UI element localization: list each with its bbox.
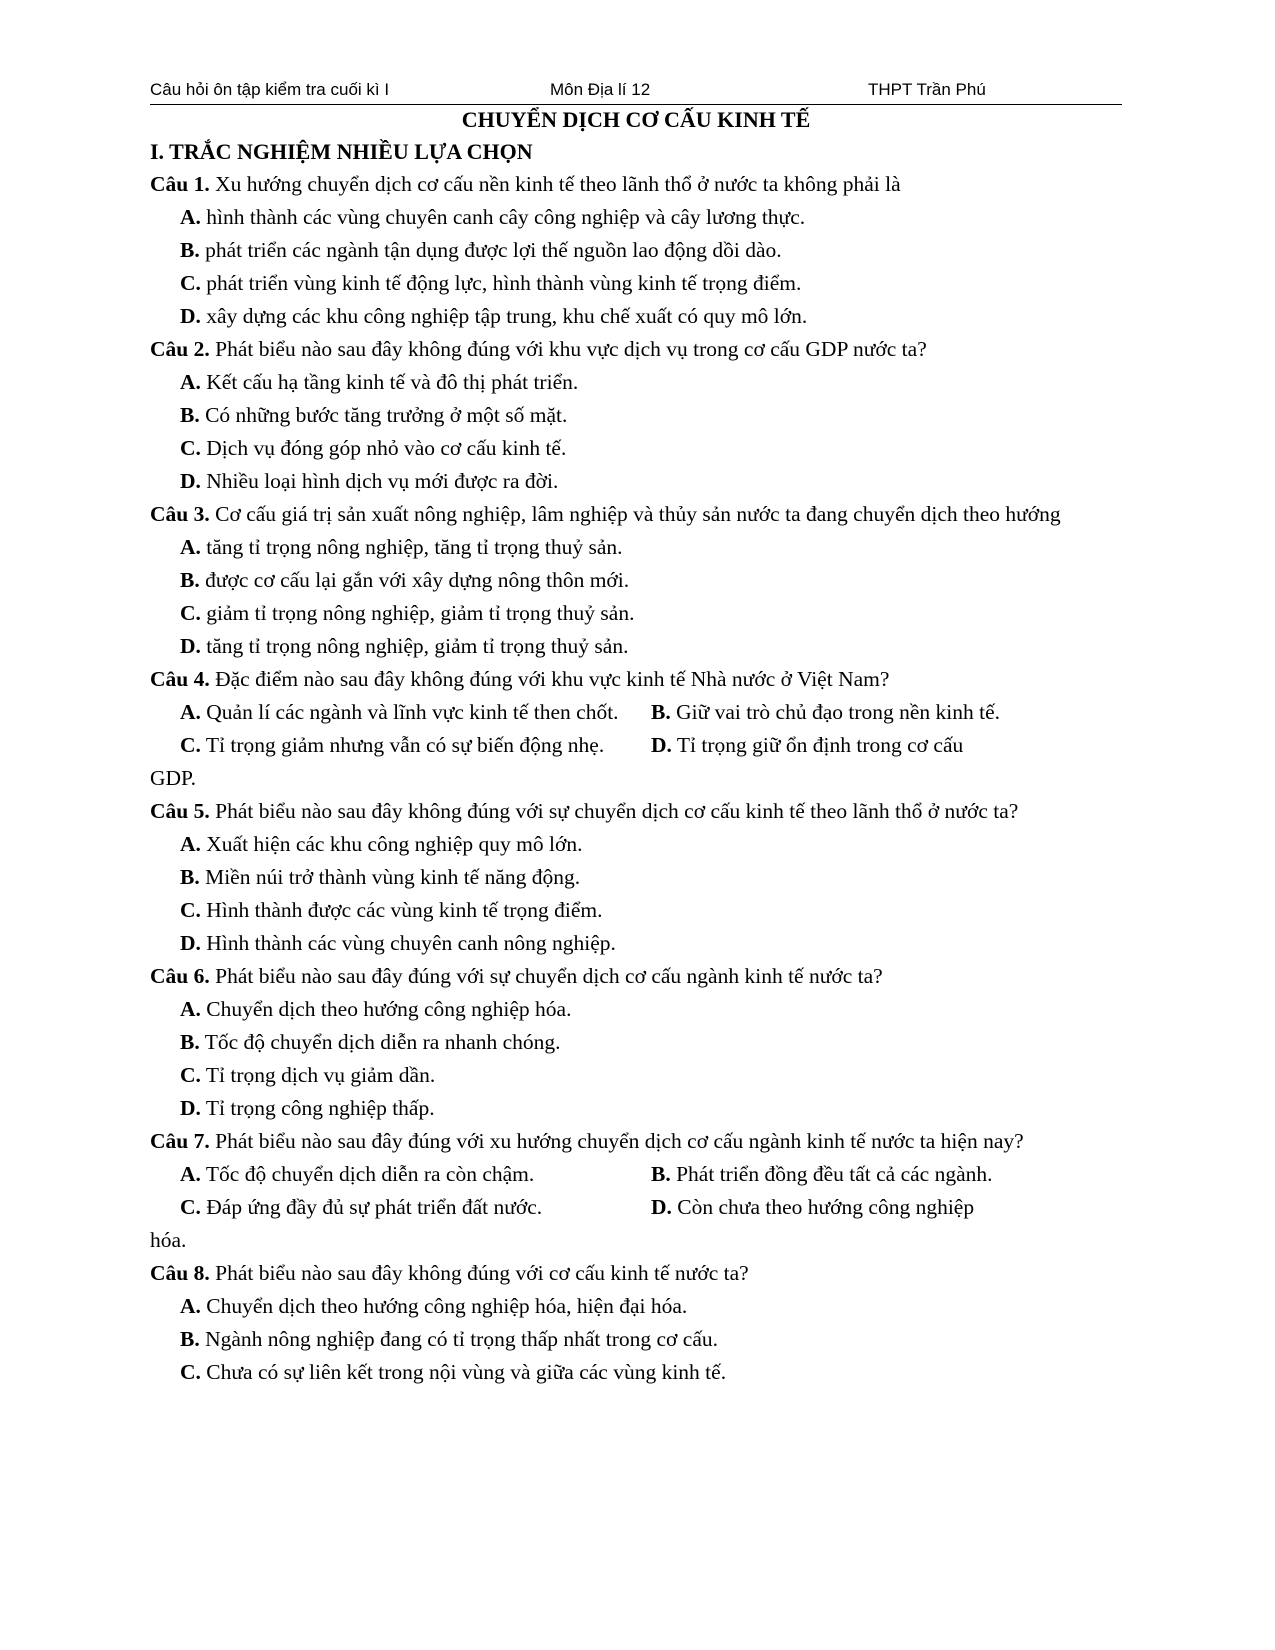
option-key: A. [180,1294,201,1318]
option-text: được cơ cấu lại gắn với xây dựng nông thôn mới. [205,568,630,592]
option [651,1158,1122,1191]
header-subject: Môn Địa lí 12 [550,80,651,99]
question-text: Xu hướng chuyển dịch cơ cấu nền kinh tế theo lãnh thổ ở nước ta không phải là [215,172,901,196]
option [150,399,1122,432]
question [150,795,1122,828]
option-text: Chuyển dịch theo hướng công nghiệp hóa, hiện đại hóa. [206,1294,688,1318]
question-text: Phát biểu nào sau đây đúng với sự chuyển dịch cơ cấu ngành kinh tế nước ta? [215,964,883,988]
question-number: Câu 1. [150,172,210,196]
option-text: xây dựng các khu công nghiệp tập trung, khu chế xuất có quy mô lớn. [206,304,808,328]
option [150,432,1122,465]
option-key: C. [180,601,201,625]
option-key: C. [180,436,201,460]
option-key: C. [180,1063,201,1087]
option-row [150,1191,1122,1224]
option-key: D. [180,634,201,658]
question-number: Câu 3. [150,502,210,526]
option-key: B. [180,568,200,592]
question-text: Phát biểu nào sau đây không đúng với khu vực dịch vụ trong cơ cấu GDP nước ta? [215,337,927,361]
option-key: C. [180,733,201,757]
option [150,1356,1122,1389]
option-continuation: hóa. [150,1228,187,1252]
option-text: Chuyển dịch theo hướng công nghiệp hóa. [206,997,572,1021]
option [150,927,1122,960]
option-text: Phát triển đồng đều tất cả các ngành. [676,1162,993,1186]
option-text: Tốc độ chuyển dịch diễn ra còn chậm. [205,1162,535,1186]
option-text: Kết cấu hạ tầng kinh tế và đô thị phát triển. [206,370,579,394]
header-school: THPT Trần Phú [868,80,986,99]
option-key: D. [651,733,672,757]
option [150,366,1122,399]
option-key: A. [180,700,201,724]
option [150,564,1122,597]
question [150,168,1122,201]
option [150,1323,1122,1356]
option [150,828,1122,861]
question-text: Phát biểu nào sau đây không đúng với cơ cấu kinh tế nước ta? [215,1261,749,1285]
option-text: Xuất hiện các khu công nghiệp quy mô lớn. [206,832,583,856]
option-key: A. [180,370,201,394]
document-title: CHUYỂN DỊCH CƠ CẤU KINH TẾ [461,107,811,132]
question-text: Cơ cấu giá trị sản xuất nông nghiệp, lâm nghiệp và thủy sản nước ta đang chuyển dịch theo hướng [215,502,1061,526]
question [150,498,1122,531]
option-text: Hình thành được các vùng kinh tế trọng điểm. [206,898,603,922]
header-left: Câu hỏi ôn tập kiểm tra cuối kì I [150,80,390,99]
option-key: C. [180,1360,201,1384]
option-row [150,729,1122,762]
option-key: A. [180,205,201,229]
question-text: Phát biểu nào sau đây không đúng với sự chuyển dịch cơ cấu kinh tế theo lãnh thổ ở nước ta? [215,799,1019,823]
option-text: giảm tỉ trọng nông nghiệp, giảm tỉ trọng thuỷ sản. [206,601,635,625]
option [150,597,1122,630]
option-text: Có những bước tăng trưởng ở một số mặt. [205,403,568,427]
option-key: B. [180,1030,200,1054]
option-text: Dịch vụ đóng góp nhỏ vào cơ cấu kinh tế. [206,436,567,460]
question [150,663,1122,696]
option-text: Ngành nông nghiệp đang có tỉ trọng thấp nhất trong cơ cấu. [205,1327,719,1351]
option-key: A. [180,1162,201,1186]
option [150,234,1122,267]
option [150,894,1122,927]
option-text: phát triển các ngành tận dụng được lợi thế nguồn lao động dồi dào. [205,238,782,262]
option-key: B. [180,1327,200,1351]
option-text: Tỉ trọng dịch vụ giảm dần. [205,1063,436,1087]
option [180,729,651,762]
option [180,1191,651,1224]
option-text: Tỉ trọng công nghiệp thấp. [205,1096,435,1120]
section-heading: I. TRẮC NGHIỆM NHIỀU LỰA CHỌN [150,139,533,164]
option [150,531,1122,564]
option-key: B. [651,1162,671,1186]
page-header [150,78,1122,105]
option [150,300,1122,333]
option-text: Đáp ứng đầy đủ sự phát triển đất nước. [206,1195,543,1219]
option [150,267,1122,300]
option-row [150,696,1122,729]
option-key: C. [180,898,201,922]
option-key: B. [651,700,671,724]
option-key: A. [180,997,201,1021]
option-text: Tốc độ chuyển dịch diễn ra nhanh chóng. [204,1030,561,1054]
question-number: Câu 5. [150,799,210,823]
option-text: Hình thành các vùng chuyên canh nông nghiệp. [206,931,616,955]
question-number: Câu 6. [150,964,210,988]
option-key: D. [180,1096,201,1120]
option [150,1059,1122,1092]
question-number: Câu 7. [150,1129,210,1153]
question-number: Câu 8. [150,1261,210,1285]
option-key: B. [180,238,200,262]
option-row [150,1158,1122,1191]
question [150,333,1122,366]
option [150,1026,1122,1059]
option [651,696,1122,729]
question-list [150,168,1122,1389]
question-text: Phát biểu nào sau đây đúng với xu hướng chuyển dịch cơ cấu ngành kinh tế nước ta hiện nay? [215,1129,1024,1153]
option-text: tăng tỉ trọng nông nghiệp, giảm tỉ trọng thuỷ sản. [206,634,629,658]
option-text: Giữ vai trò chủ đạo trong nền kinh tế. [676,700,1001,724]
question [150,1257,1122,1290]
option-key: C. [180,271,201,295]
option [150,993,1122,1026]
option [150,465,1122,498]
option-text: Quản lí các ngành và lĩnh vực kinh tế then chốt. [206,700,619,724]
question [150,1125,1122,1158]
option-text: Miền núi trở thành vùng kinh tế năng động. [205,865,581,889]
question-number: Câu 4. [150,667,210,691]
option-key: B. [180,865,200,889]
option-key: A. [180,832,201,856]
option [651,1191,1122,1224]
option-text: tăng tỉ trọng nông nghiệp, tăng tỉ trọng thuỷ sản. [206,535,623,559]
option [180,696,651,729]
option-key: D. [180,304,201,328]
option-text: Tỉ trọng giữ ổn định trong cơ cấu [676,733,964,757]
question-number: Câu 2. [150,337,210,361]
option-text: Tỉ trọng giảm nhưng vẫn có sự biến động nhẹ. [205,733,605,757]
option-key: D. [651,1195,672,1219]
option-text: Chưa có sự liên kết trong nội vùng và giữa các vùng kinh tế. [206,1360,727,1384]
option-key: D. [180,469,201,493]
option [150,861,1122,894]
option-key: D. [180,931,201,955]
option [150,1092,1122,1125]
option-key: C. [180,1195,201,1219]
option-text: phát triển vùng kinh tế động lực, hình thành vùng kinh tế trọng điểm. [206,271,802,295]
option-text: Còn chưa theo hướng công nghiệp [677,1195,975,1219]
question [150,960,1122,993]
option-text: hình thành các vùng chuyên canh cây công nghiệp và cây lương thực. [206,205,806,229]
question-text: Đặc điểm nào sau đây không đúng với khu vực kinh tế Nhà nước ở Việt Nam? [215,667,890,691]
option-key: A. [180,535,201,559]
option-text: Nhiều loại hình dịch vụ mới được ra đời. [206,469,559,493]
option [651,729,1122,762]
option [180,1158,651,1191]
option [150,630,1122,663]
option [150,1290,1122,1323]
option-continuation: GDP. [150,766,197,790]
option-key: B. [180,403,200,427]
option [150,201,1122,234]
